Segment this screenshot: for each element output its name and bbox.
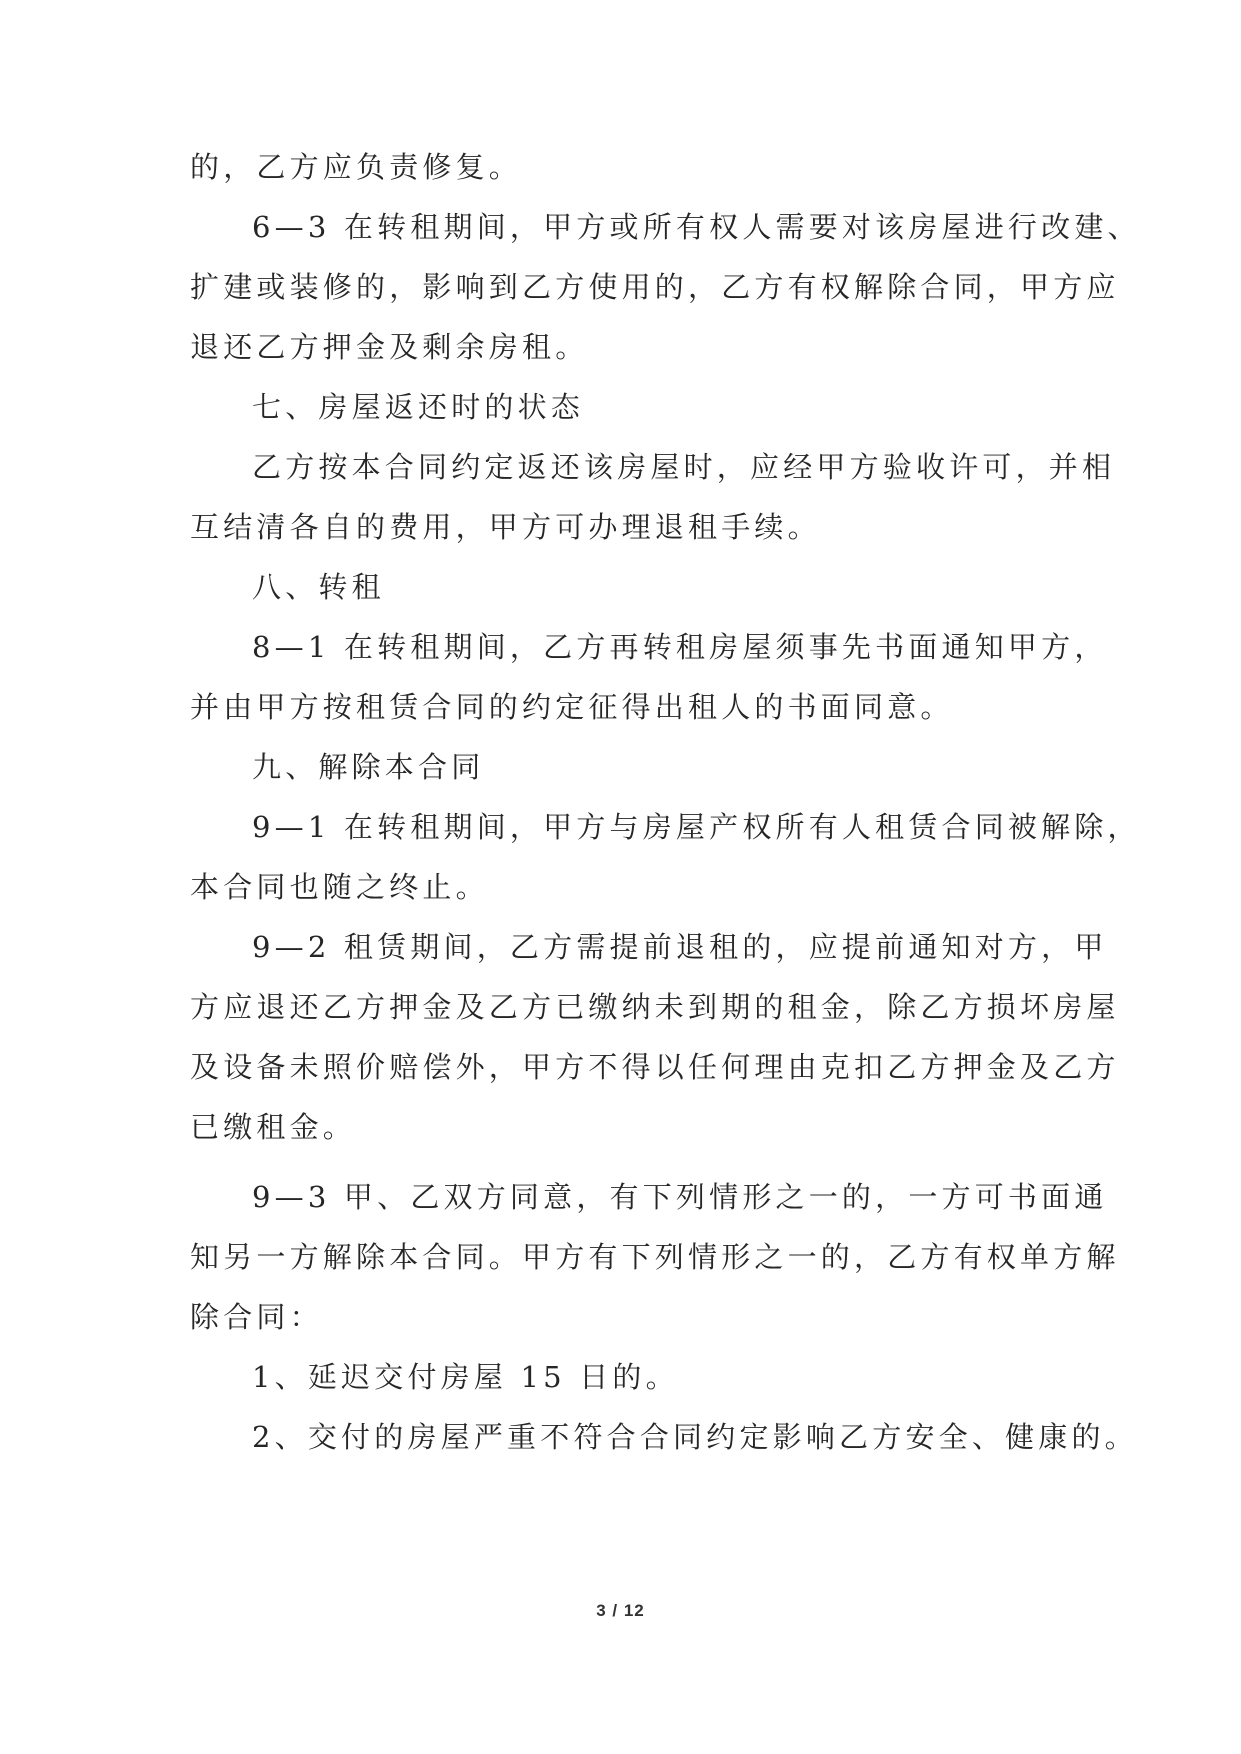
body-line: 9—1 在转租期间，甲方与房屋产权所有人租赁合同被解除， [252, 810, 1141, 844]
body-line: 8—1 在转租期间，乙方再转租房屋须事先书面通知甲方， [252, 630, 1108, 664]
body-line: 并由甲方按租赁合同的约定征得出租人的书面同意。 [190, 690, 954, 724]
list-item: 1、延迟交付房屋 15 日的。 [252, 1360, 679, 1394]
list-item: 2、交付的房屋严重不符合合同约定影响乙方安全、健康的。 [252, 1420, 1138, 1454]
body-line: 互结清各自的费用，甲方可办理退租手续。 [190, 510, 821, 544]
body-line: 9—2 租赁期间，乙方需提前退租的，应提前通知对方，甲 [252, 930, 1108, 964]
body-line: 9—3 甲、乙双方同意，有下列情形之一的，一方可书面通 [252, 1180, 1108, 1214]
body-line: 除合同： [190, 1300, 323, 1334]
section-heading: 九、解除本合同 [252, 750, 485, 784]
page-number: 3 / 12 [596, 1601, 645, 1620]
section-heading: 八、转租 [252, 570, 385, 604]
body-line: 方应退还乙方押金及乙方已缴纳未到期的租金，除乙方损坏房屋 [190, 990, 1120, 1024]
section-heading: 七、房屋返还时的状态 [252, 390, 585, 424]
body-line: 及设备未照价赔偿外，甲方不得以任何理由克扣乙方押金及乙方 [190, 1050, 1120, 1084]
body-line: 6—3 在转租期间，甲方或所有权人需要对该房屋进行改建、 [252, 210, 1141, 244]
body-line: 已缴租金。 [190, 1110, 357, 1144]
body-line: 的，乙方应负责修复。 [190, 150, 523, 184]
body-line: 知另一方解除本合同。甲方有下列情形之一的，乙方有权单方解 [190, 1240, 1120, 1274]
body-line: 乙方按本合同约定返还该房屋时，应经甲方验收许可，并相 [252, 450, 1116, 484]
body-line: 本合同也随之终止。 [190, 870, 489, 904]
body-line: 扩建或装修的，影响到乙方使用的，乙方有权解除合同，甲方应 [190, 270, 1120, 304]
body-line: 退还乙方押金及剩余房租。 [190, 330, 589, 364]
